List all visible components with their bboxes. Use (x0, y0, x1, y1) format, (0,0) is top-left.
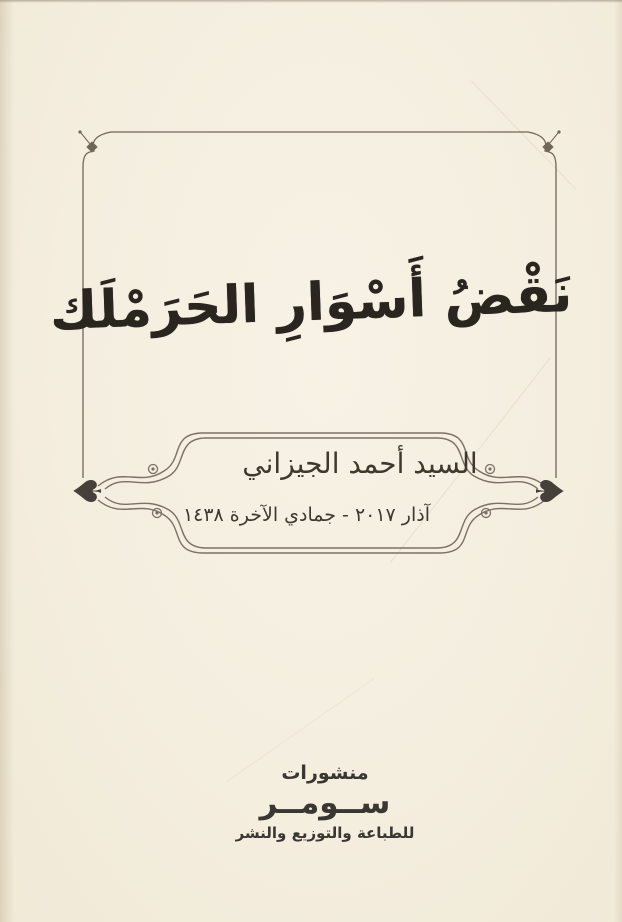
publisher-logo (165, 762, 485, 842)
publication-date: آذار ٢٠١٧ - جمادي الآخرة ١٤٣٨ (182, 504, 430, 526)
publisher-label: منشورات (281, 762, 369, 784)
publisher-name: ســومــر (259, 785, 391, 821)
corner-pin-icon (543, 130, 561, 152)
book-title: نَقْضُ أَسْوَارِ الحَرَمْلَك (48, 263, 574, 343)
author-name: السيد أحمد الجيزاني (242, 447, 478, 480)
fleuron-spade-icon: ♠ (66, 473, 110, 509)
publisher-tagline: للطباعة والتوزيع والنشر (235, 824, 415, 842)
fleuron-spade-icon: ♠ (527, 473, 571, 509)
